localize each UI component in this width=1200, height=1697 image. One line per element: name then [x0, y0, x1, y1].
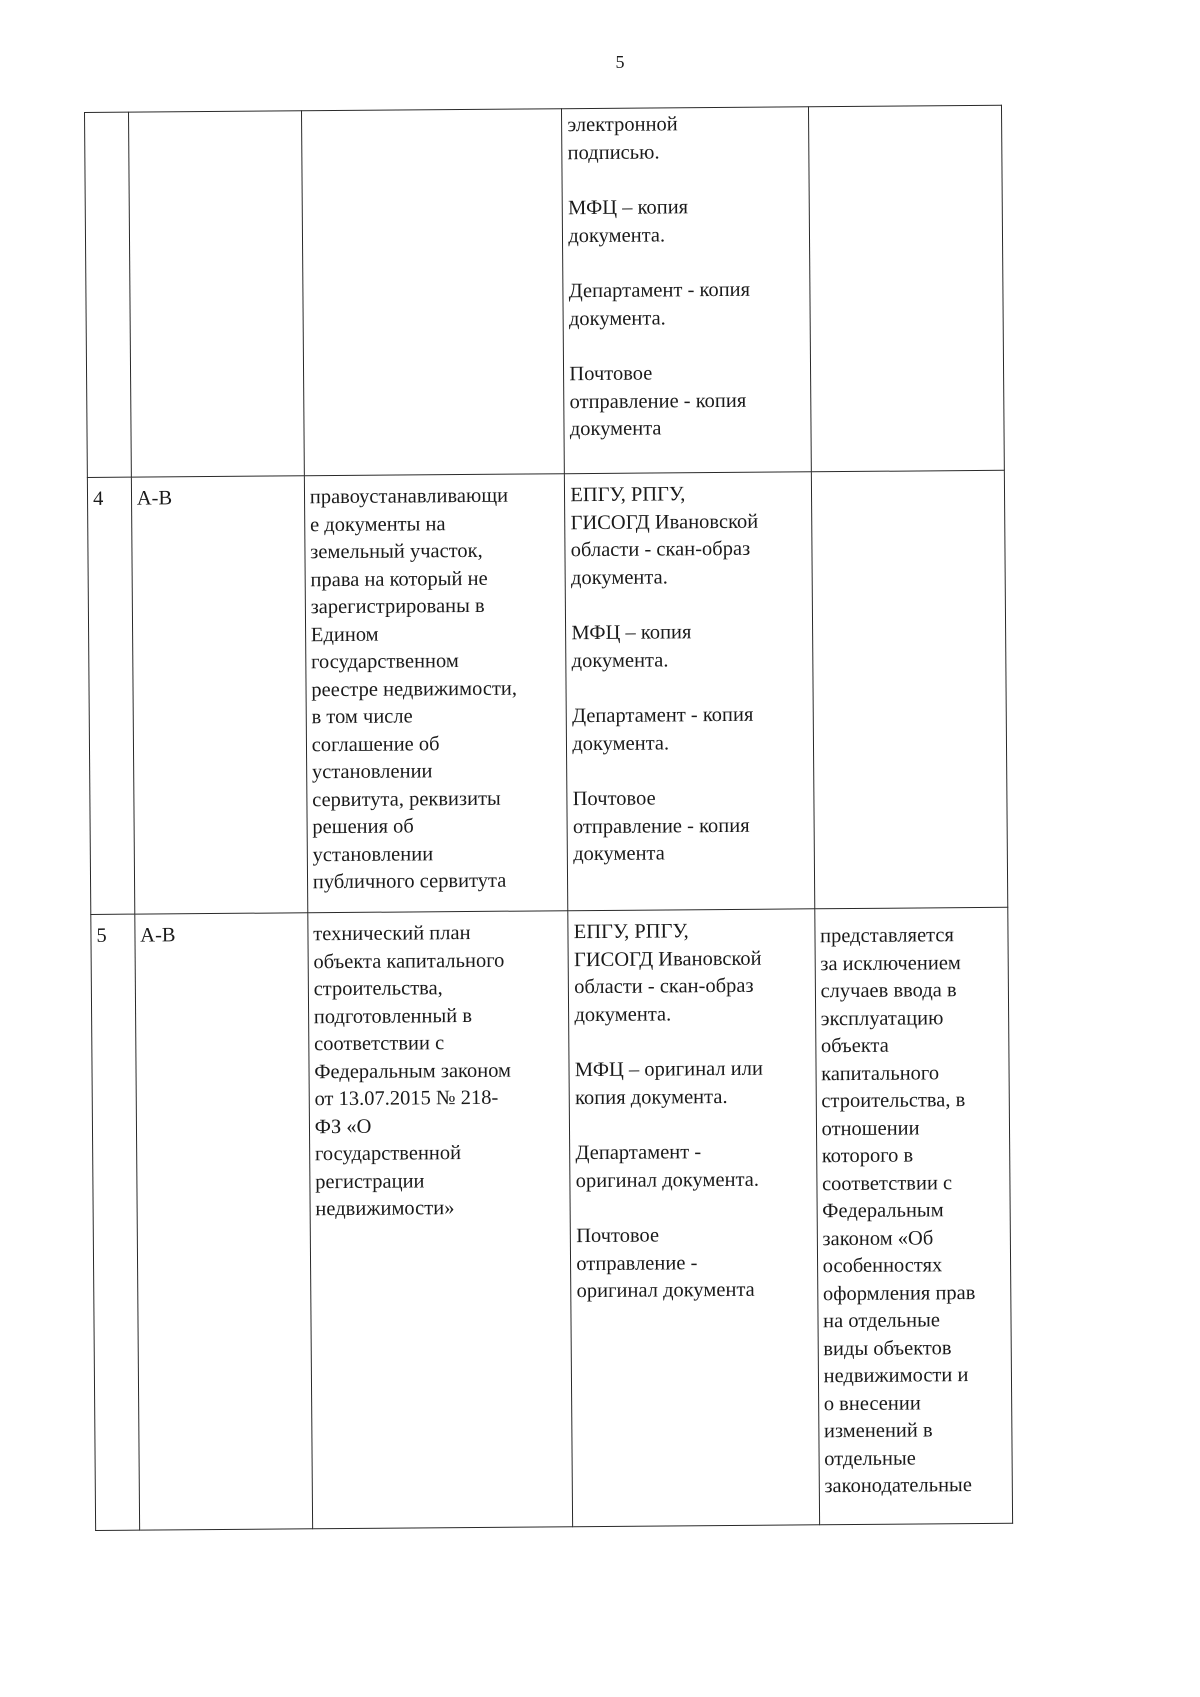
submission-form-cell	[565, 472, 815, 911]
document-name-cell: технический план объекта капитального строительства, подготовленный в соответствии с Федеральным законом от 13.07.2015 № 218- ФЗ «О государственной регистрации недвижимости»	[308, 911, 573, 1529]
documents-table	[84, 105, 1013, 1531]
page-number: 5	[615, 52, 625, 72]
document-name-cell: правоустанавливающи е документы на земельный участок, права на который не зарегистрированы в Едином государственном реестре недвижимости, в том числе соглашение об установлении сервитута, реквизиты решения об установлении публичного сервитута	[304, 474, 568, 913]
submission-form-paragraph: МФЦ – копия документа.	[571, 621, 692, 672]
submission-form-paragraph: МФЦ – оригинал или копия документа.	[574, 1057, 764, 1109]
submission-form-cell	[568, 909, 819, 1527]
row-number-cell: 4	[87, 477, 134, 914]
note-cell: представляется за исключением случаев ввода в эксплуатацию объекта капитального строительства, в отношении которого в соответствии с Федеральным законом «Об особенностях оформления прав на отдельные виды объектов недвижимости и о внесении изменений в отдельные законодательные	[814, 907, 1012, 1525]
table-row	[87, 470, 1007, 914]
document-name-cell	[301, 109, 564, 476]
submission-form-paragraph: Департамент - копия документа.	[571, 703, 754, 755]
submission-form-paragraph: Департамент - копия документа.	[568, 278, 751, 330]
submission-form-paragraph: МФЦ – копия документа.	[567, 196, 689, 247]
table-row-continuation	[85, 105, 1005, 477]
note-cell	[811, 470, 1008, 909]
submission-form-paragraph: электронной подписью.	[567, 113, 678, 164]
submission-form-paragraph: Почтовое отправление - копия документа	[572, 787, 750, 866]
applicant-category-cell: А-В	[135, 913, 313, 1530]
applicant-category-cell	[128, 111, 304, 477]
submission-form-paragraph: ЕПГУ, РПГУ, ГИСОГД Ивановской области - скан-образ документа.	[570, 483, 759, 589]
submission-form-paragraph: Департамент - оригинал документа.	[575, 1141, 760, 1192]
table-row	[91, 907, 1013, 1530]
applicant-category-cell: А-В	[131, 476, 307, 914]
submission-form-paragraph: ЕПГУ, РПГУ, ГИСОГД Ивановской области - скан-образ документа.	[573, 920, 762, 1026]
submission-form-cell	[562, 107, 811, 474]
submission-form-paragraph: Почтовое отправление - копия документа	[569, 362, 747, 441]
row-number-cell: 5	[91, 914, 140, 1530]
submission-form-paragraph: Почтовое отправление - оригинал документа	[576, 1224, 755, 1303]
row-number-cell	[85, 112, 132, 477]
note-cell	[808, 105, 1004, 472]
